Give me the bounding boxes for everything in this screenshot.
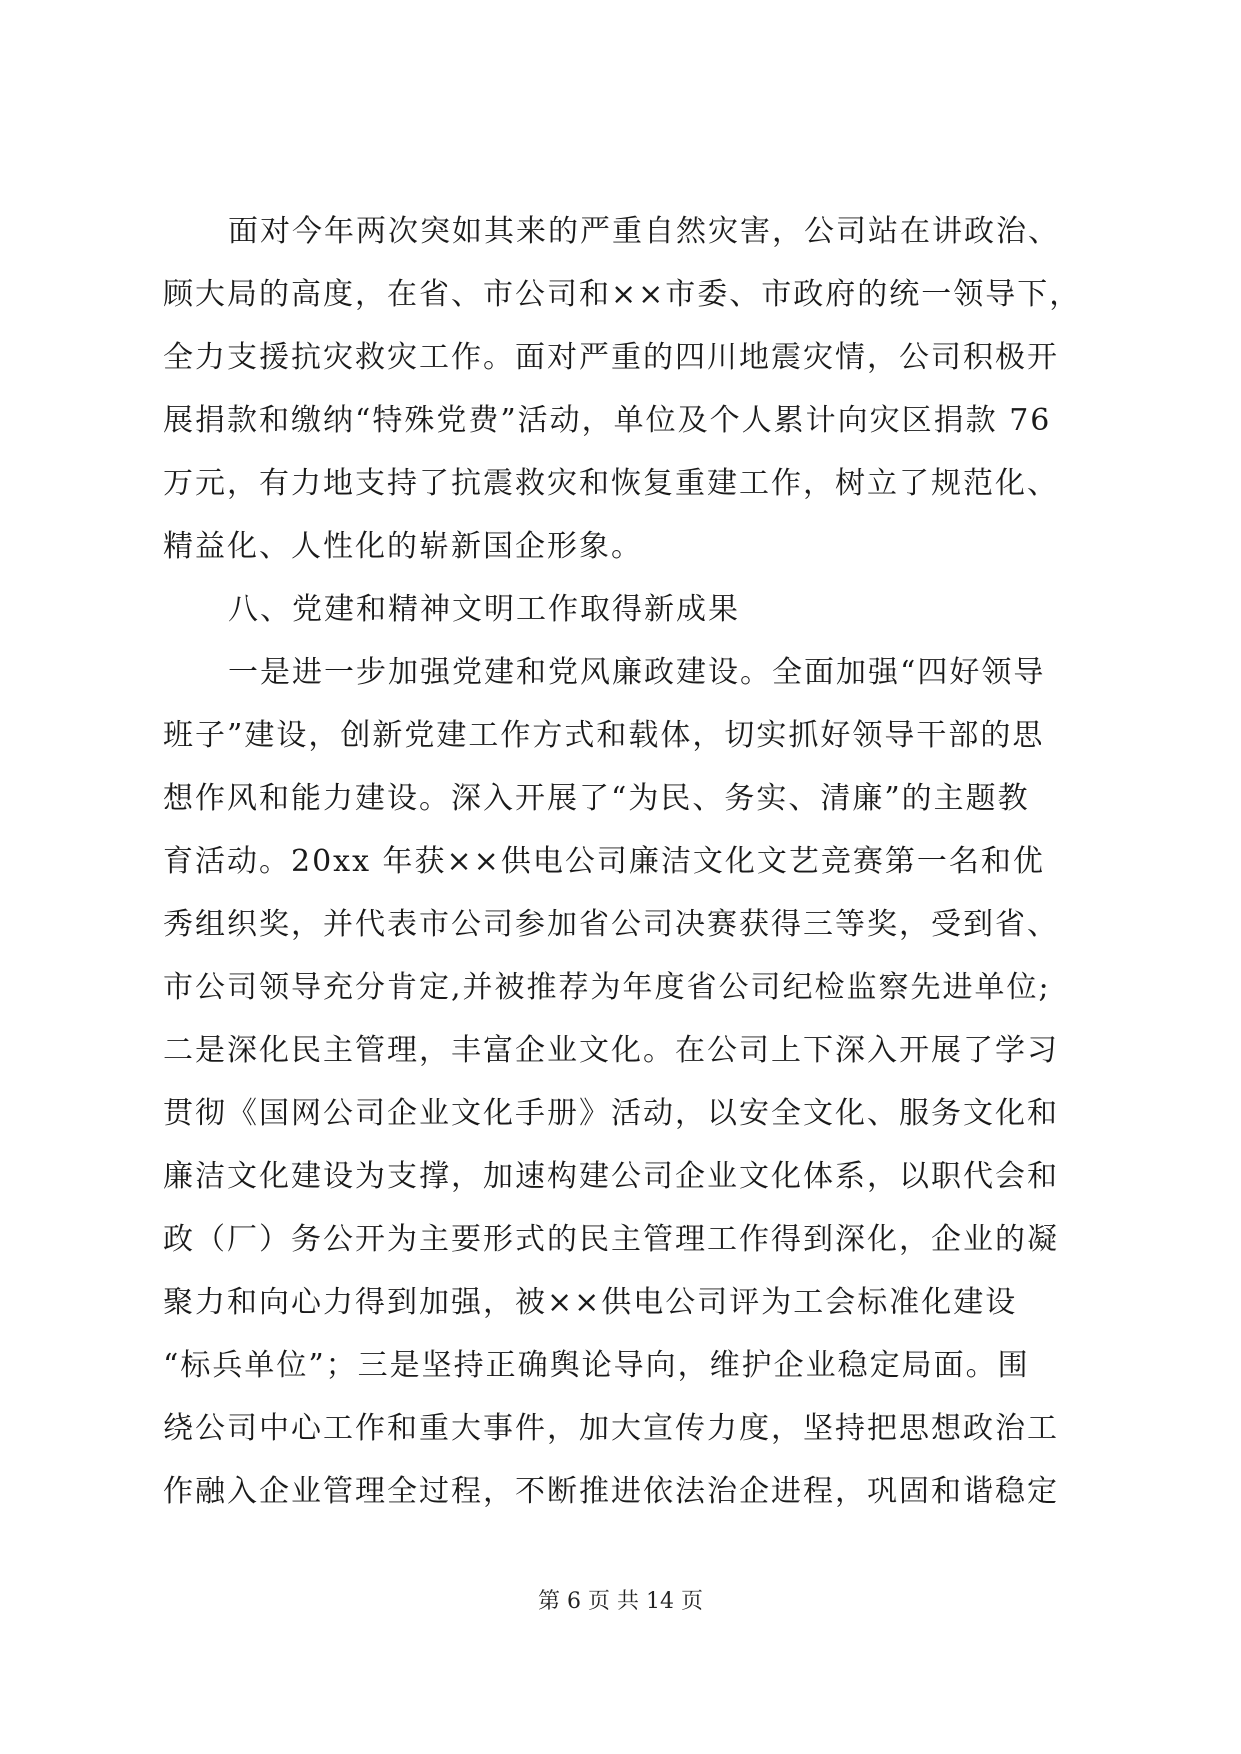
- paragraph-line: 一是进一步加强党建和党风廉政建设。全面加强“四好领导: [228, 655, 1046, 690]
- paragraph-line: 面对今年两次突如其来的严重自然灾害，公司站在讲政治、: [228, 214, 1060, 249]
- paragraph-line: 作融入企业管理全过程，不断推进依法治企进程，巩固和谐稳定: [163, 1474, 1059, 1509]
- paragraph-line: 育活动。20xx 年获××供电公司廉洁文化文艺竞赛第一名和优: [163, 844, 1045, 879]
- paragraph-line: 全力支援抗灾救灾工作。面对严重的四川地震灾情，公司积极开: [163, 340, 1059, 375]
- paragraph-line: 班子”建设，创新党建工作方式和载体，切实抓好领导干部的思: [163, 718, 1045, 753]
- paragraph-line: 展捐款和缴纳“特殊党费”活动，单位及个人累计向灾区捐款 76: [163, 403, 1052, 438]
- paragraph-line: 廉洁文化建设为支撑，加速构建公司企业文化体系，以职代会和: [163, 1159, 1059, 1194]
- paragraph-line: “标兵单位”；三是坚持正确舆论导向，维护企业稳定局面。围: [163, 1348, 1030, 1383]
- paragraph-line: 二是深化民主管理，丰富企业文化。在公司上下深入开展了学习: [163, 1033, 1059, 1068]
- paragraph-line: 顾大局的高度，在省、市公司和××市委、市政府的统一领导下，: [163, 277, 1082, 312]
- paragraph-line: 贯彻《国网公司企业文化手册》活动，以安全文化、服务文化和: [163, 1096, 1059, 1131]
- paragraph-line: 绕公司中心工作和重大事件，加大宣传力度，坚持把思想政治工: [163, 1411, 1059, 1446]
- paragraph-line: 秀组织奖，并代表市公司参加省公司决赛获得三等奖，受到省、: [163, 907, 1059, 942]
- section-heading: 八、党建和精神文明工作取得新成果: [228, 592, 740, 627]
- page-number-footer: 第 6 页 共 14 页: [538, 1589, 703, 1614]
- paragraph-line: 政（厂）务公开为主要形式的民主管理工作得到深化，企业的凝: [163, 1222, 1059, 1257]
- paragraph-line: 万元，有力地支持了抗震救灾和恢复重建工作，树立了规范化、: [163, 466, 1059, 501]
- paragraph-line: 市公司领导充分肯定,并被推荐为年度省公司纪检监察先进单位;: [163, 970, 1051, 1005]
- paragraph-line: 聚力和向心力得到加强，被××供电公司评为工会标准化建设: [163, 1285, 1018, 1320]
- paragraph-line: 精益化、人性化的崭新国企形象。: [163, 529, 643, 564]
- paragraph-line: 想作风和能力建设。深入开展了“为民、务实、清廉”的主题教: [163, 781, 1030, 816]
